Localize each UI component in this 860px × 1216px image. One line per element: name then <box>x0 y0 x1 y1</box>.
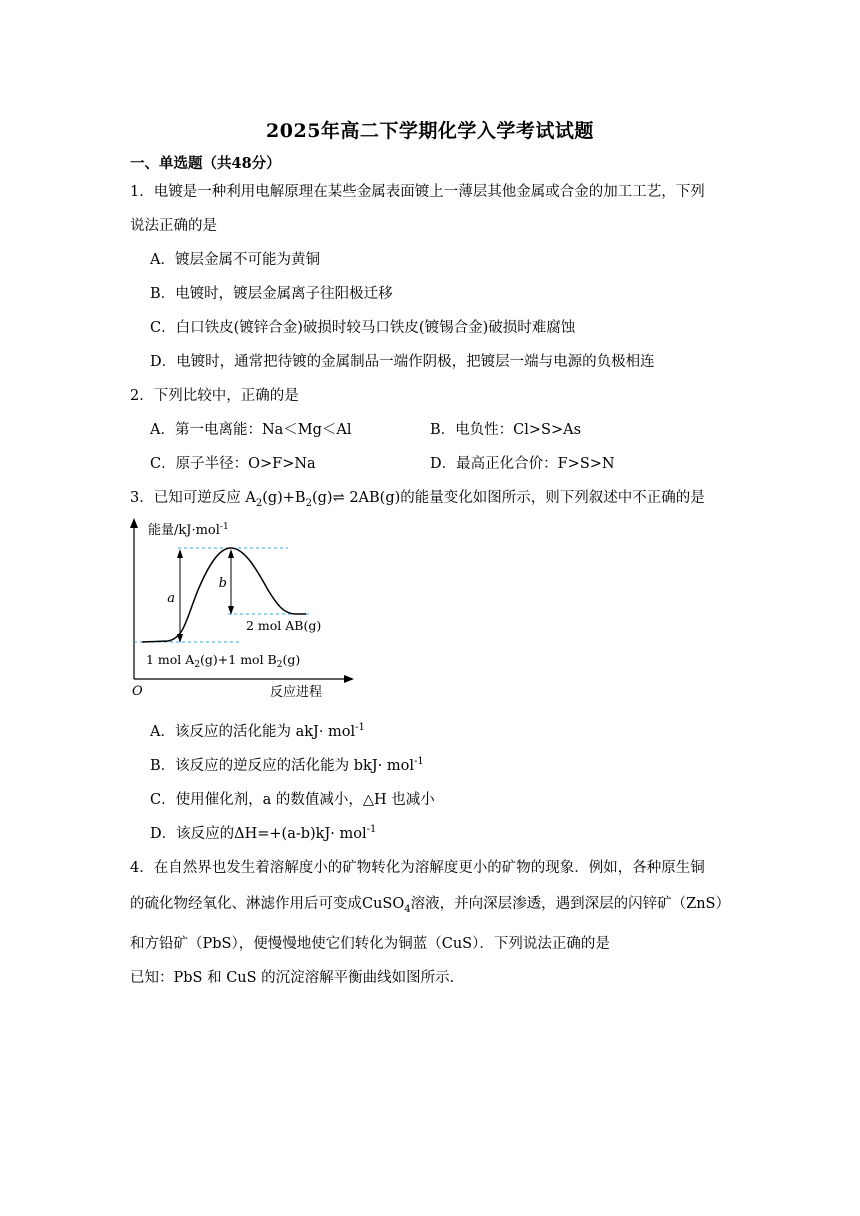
q2-option-c: C．原子半径：O>F>Na <box>150 456 316 472</box>
q3-stem: 3．已知可逆反应 $A_2(g)+B_2(g)\rightleftharpoons$ 2AB(g)的能量变化如图所示，则下列叙述中不正确的是 <box>130 490 705 509</box>
y-axis-label: 能量/kJ·mol$^{-1}$ <box>148 522 229 538</box>
q4-line4: 已知：PbS 和 CuS 的沉淀溶解平衡曲线如图所示． <box>130 970 465 986</box>
y-axis-arrow-icon <box>130 518 138 528</box>
q2-option-b: B．电负性：Cl>S>As <box>430 422 582 438</box>
q1-option-b: B．电镀时，镀层金属离子往阳极迁移 <box>150 286 393 302</box>
label-a: a <box>167 591 175 606</box>
reactant-label: 1 mol $A_2(g)+1$ mol $B_2(g)$ <box>146 652 301 670</box>
energy-diagram <box>128 514 358 704</box>
q4-line3: 和方铅矿（PbS），便慢慢地使它们转化为铜蓝（CuS）．下列说法正确的是 <box>130 936 610 952</box>
q1-option-d: D．电镀时，通常把待镀的金属制品一端作阴极，把镀层一端与电源的负极相连 <box>150 354 655 370</box>
q3-option-b: B．该反应的逆反应的活化能为 bkJ· mol$^{-1}$ <box>150 756 424 774</box>
x-axis-arrow-icon <box>344 675 354 683</box>
q2-option-a: A．第一电离能：Na＜Mg＜Al <box>150 422 352 438</box>
q3-option-a: A．该反应的活化能为 akJ· mol$^{-1}$ <box>150 722 365 740</box>
section-heading: 一、单选题（共48分） <box>130 155 281 172</box>
q3-option-c: C．使用催化剂，a 的数值减小，△H 也减小 <box>150 792 435 808</box>
q4-line2: 的硫化物经氧化、淋滤作用后可变成CuSO$_4$溶液，并向深层渗透，遇到深层的闪锌矿（ZnS） <box>130 896 730 915</box>
arrow-b-up-icon <box>228 549 234 558</box>
origin-label: O <box>132 684 143 699</box>
q1-option-c: C．白口铁皮(镀锌合金)破损时较马口铁皮(镀锡合金)破损时难腐蚀 <box>150 320 576 336</box>
q1-stem-line1: 1．电镀是一种利用电解原理在某些金属表面镀上一薄层其他金属或合金的加工工艺，下列 <box>130 184 705 200</box>
q3-option-d: D．该反应的ΔH=+(a-b)kJ· mol$^{-1}$ <box>150 824 377 842</box>
label-b: b <box>218 576 227 591</box>
q2-stem: 2．下列比较中，正确的是 <box>130 388 299 404</box>
page-title: 2025年高二下学期化学入学考试试题 <box>266 120 594 142</box>
x-axis-label: 反应进程 <box>270 685 323 700</box>
q4-line1: 4．在自然界也发生着溶解度小的矿物转化为溶解度更小的矿物的现象．例如，各种原生铜 <box>130 860 705 876</box>
product-label: 2 mol AB(g) <box>246 618 322 633</box>
q2-option-d: D．最高正化合价：F>S>N <box>430 456 615 472</box>
arrow-a-up-icon <box>177 549 183 558</box>
q1-option-a: A．镀层金属不可能为黄铜 <box>150 252 320 268</box>
q1-stem-line2: 说法正确的是 <box>130 218 217 234</box>
